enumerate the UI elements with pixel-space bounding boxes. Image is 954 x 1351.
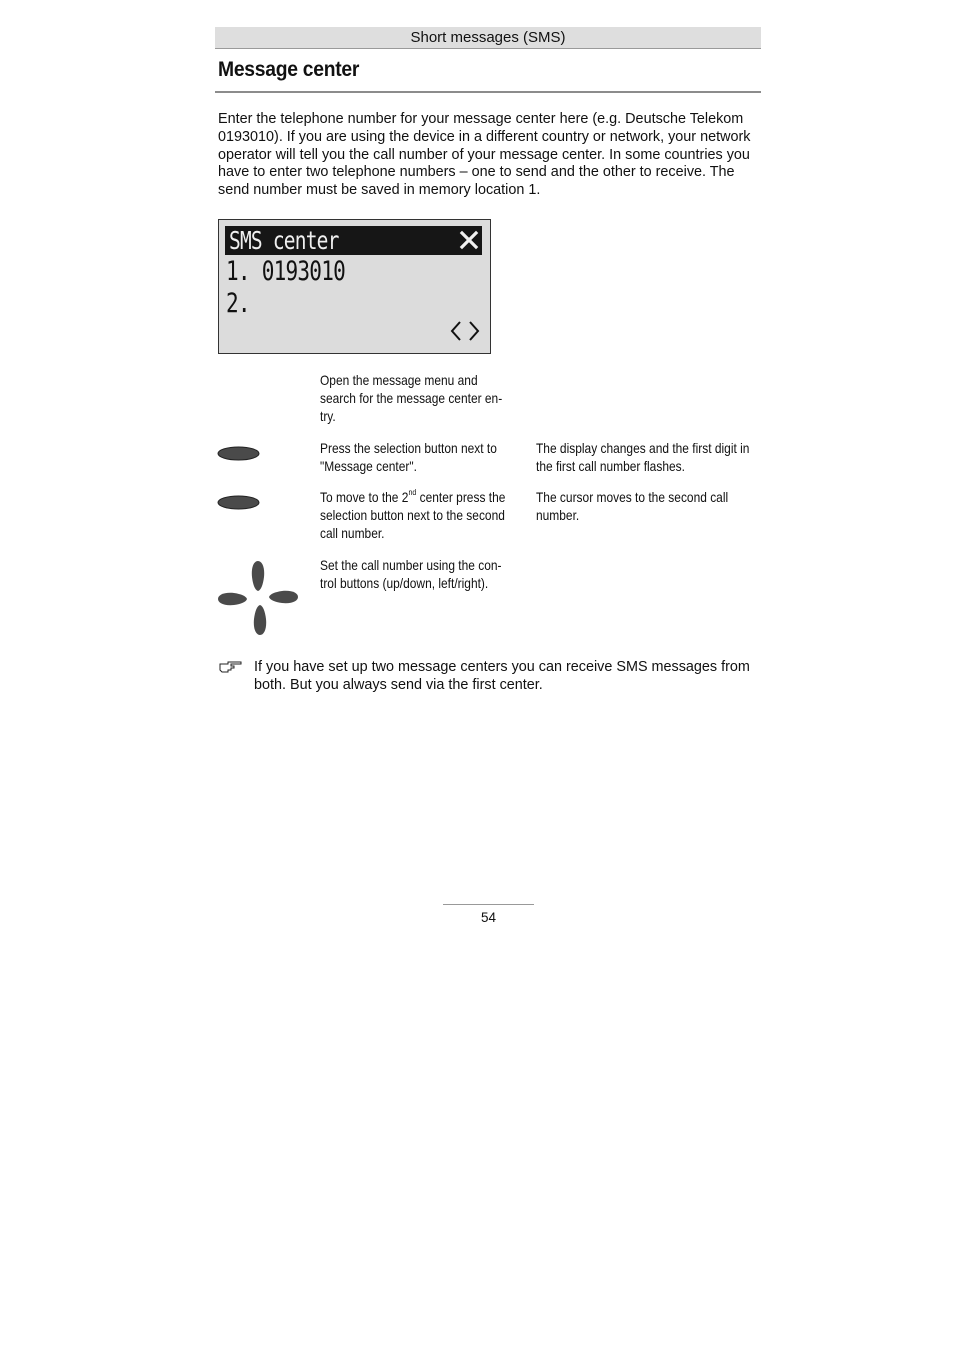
control-pad-icon bbox=[216, 559, 300, 637]
step-3-text-start: To move to the 2 bbox=[320, 490, 409, 505]
display-title-bar bbox=[225, 226, 482, 255]
display-title: SMS center bbox=[229, 226, 339, 255]
step-2-result: The display changes and the first digit in the first call number flashes. bbox=[536, 441, 750, 474]
display-line-1: 1. 0193010 bbox=[226, 256, 345, 287]
title-divider bbox=[215, 91, 761, 93]
step-2-instruction: Press the selection button next to "Message center". bbox=[320, 441, 497, 474]
pointing-hand-icon bbox=[219, 659, 243, 673]
section-title: Short messages (SMS) bbox=[410, 29, 566, 46]
soft-key-icon bbox=[217, 446, 260, 461]
page-title: Message center bbox=[218, 58, 360, 81]
step-3-instruction bbox=[320, 489, 515, 542]
footer-divider bbox=[443, 904, 534, 905]
close-x-icon bbox=[459, 230, 479, 250]
page-number: 54 bbox=[480, 910, 497, 925]
step-4-instruction: Set the call number using the con-trol buttons (up/down, left/right). bbox=[320, 558, 502, 591]
running-header bbox=[215, 27, 761, 49]
left-right-arrows-icon bbox=[449, 319, 483, 343]
ordinal-suffix: nd bbox=[408, 488, 417, 498]
soft-key-icon bbox=[217, 495, 260, 510]
note-text: If you have set up two message centers you can receive SMS messages from both. But you always send via the first center. bbox=[254, 659, 750, 693]
step-3-text-end: center press the selection button next to the second call number. bbox=[320, 490, 506, 541]
step-1-instruction: Open the message menu and search for the message center en-try. bbox=[320, 373, 503, 424]
display-line-2: 2. bbox=[226, 288, 250, 319]
phone-display bbox=[218, 219, 491, 354]
intro-paragraph: Enter the telephone number for your message center here (e.g. Deutsche Telekom 0193010). If you are using the device in a different country or network, your network operator will tell you the call number of your message center. In some countries you have to enter two telephone numbers – one to send and the other to receive. The send number must be saved in memory location 1. bbox=[218, 111, 751, 199]
step-3-result: The cursor moves to the second call number. bbox=[536, 490, 729, 523]
